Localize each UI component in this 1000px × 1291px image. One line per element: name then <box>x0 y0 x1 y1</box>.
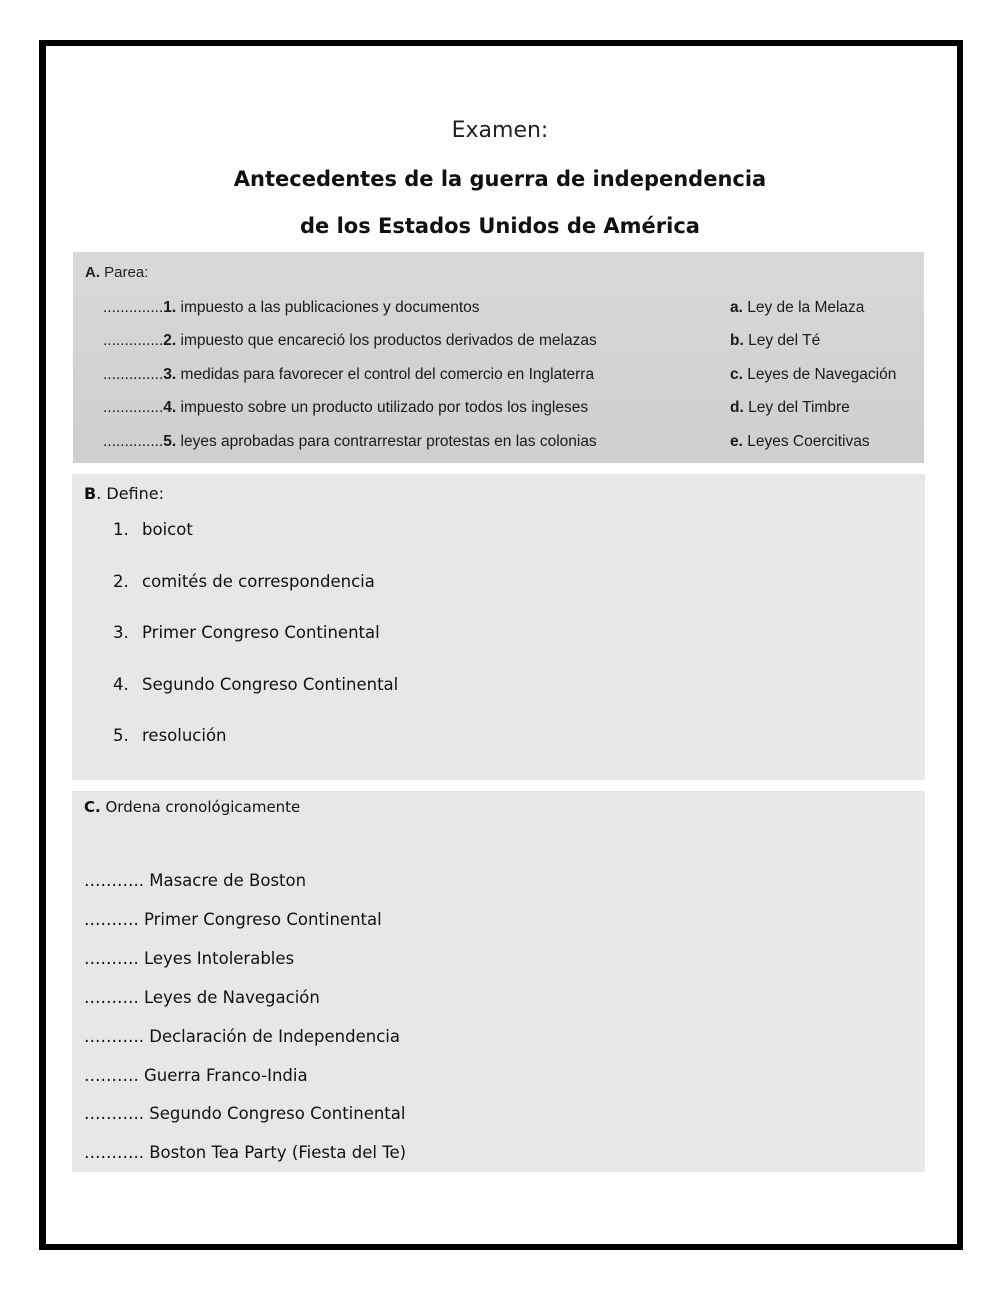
section-b-heading <box>84 484 164 503</box>
chronology-item: ………. Guerra Franco-India <box>84 1066 308 1085</box>
define-item <box>113 623 380 642</box>
define-item <box>113 520 193 539</box>
option-letter: b. <box>730 332 744 349</box>
section-c-heading <box>84 798 300 816</box>
define-term: boicot <box>142 520 193 539</box>
match-row <box>73 332 924 356</box>
chronology-item: ………. Leyes Intolerables <box>84 949 295 968</box>
option-text: Ley de la Melaza <box>742 299 865 316</box>
define-number: 3. <box>113 623 129 642</box>
match-row <box>73 299 924 323</box>
answer-blank[interactable]: .............. <box>103 299 164 316</box>
match-row <box>73 399 924 423</box>
item-text: impuesto a las publicaciones y documentos <box>176 299 480 316</box>
chronology-item: ……….. Declaración de Independencia <box>84 1027 400 1046</box>
define-number: 1. <box>113 520 129 539</box>
option-text: Leyes de Navegación <box>742 366 897 383</box>
option-letter: a. <box>730 299 743 316</box>
match-row <box>73 366 924 390</box>
item-number: 2. <box>163 332 177 349</box>
chronology-item: ……….. Masacre de Boston <box>84 871 307 890</box>
section-a-label: Parea: <box>100 264 149 281</box>
option-letter: d. <box>730 399 744 416</box>
item-text: leyes aprobadas para contrarrestar protestas en las colonias <box>176 433 597 450</box>
chronology-item: ……….. Boston Tea Party (Fiesta del Te) <box>84 1143 407 1162</box>
option-text: Leyes Coercitivas <box>742 433 870 450</box>
option-letter: e. <box>730 433 743 450</box>
define-term: Primer Congreso Continental <box>142 623 380 642</box>
match-row <box>73 433 924 457</box>
option-text: Ley del Té <box>743 332 821 349</box>
exam-title-line-1: Antecedentes de la guerra de independencia <box>233 167 767 191</box>
define-term: Segundo Congreso Continental <box>142 675 399 694</box>
define-item <box>113 675 398 694</box>
define-number: 2. <box>113 572 129 591</box>
answer-blank[interactable]: .............. <box>103 433 164 450</box>
option-text: Ley del Timbre <box>743 399 850 416</box>
define-term: resolución <box>142 726 227 745</box>
section-c-letter: C. <box>84 798 101 816</box>
exam-title-line-2: de los Estados Unidos de América <box>300 214 700 238</box>
chronology-item: ……….. Segundo Congreso Continental <box>84 1104 406 1123</box>
exam-label: Examen: <box>451 118 549 143</box>
define-item <box>113 726 227 745</box>
section-c-chronology <box>72 791 925 1172</box>
section-a-matching <box>73 252 924 463</box>
chronology-item: ………. Primer Congreso Continental <box>84 910 382 929</box>
section-a-letter: A. <box>85 264 100 281</box>
item-text: impuesto sobre un producto utilizado por todos los ingleses <box>176 399 589 416</box>
item-number: 1. <box>163 299 177 316</box>
item-number: 5. <box>163 433 177 450</box>
define-number: 4. <box>113 675 129 694</box>
chronology-item: ………. Leyes de Navegación <box>84 988 320 1007</box>
option-letter: c. <box>730 366 743 383</box>
section-c-label: Ordena cronológicamente <box>100 798 301 816</box>
item-number: 3. <box>163 366 177 383</box>
section-b-label: . Define: <box>96 484 164 503</box>
item-text: impuesto que encareció los productos derivados de melazas <box>176 332 597 349</box>
section-b-define <box>72 474 925 780</box>
item-number: 4. <box>163 399 177 416</box>
define-item <box>113 572 375 591</box>
define-number: 5. <box>113 726 129 745</box>
answer-blank[interactable]: .............. <box>103 366 164 383</box>
section-b-letter: B <box>84 484 97 503</box>
section-a-heading <box>85 264 148 281</box>
item-text: medidas para favorecer el control del comercio en Inglaterra <box>176 366 595 383</box>
answer-blank[interactable]: .............. <box>103 399 164 416</box>
define-term: comités de correspondencia <box>142 572 375 591</box>
answer-blank[interactable]: .............. <box>103 332 164 349</box>
